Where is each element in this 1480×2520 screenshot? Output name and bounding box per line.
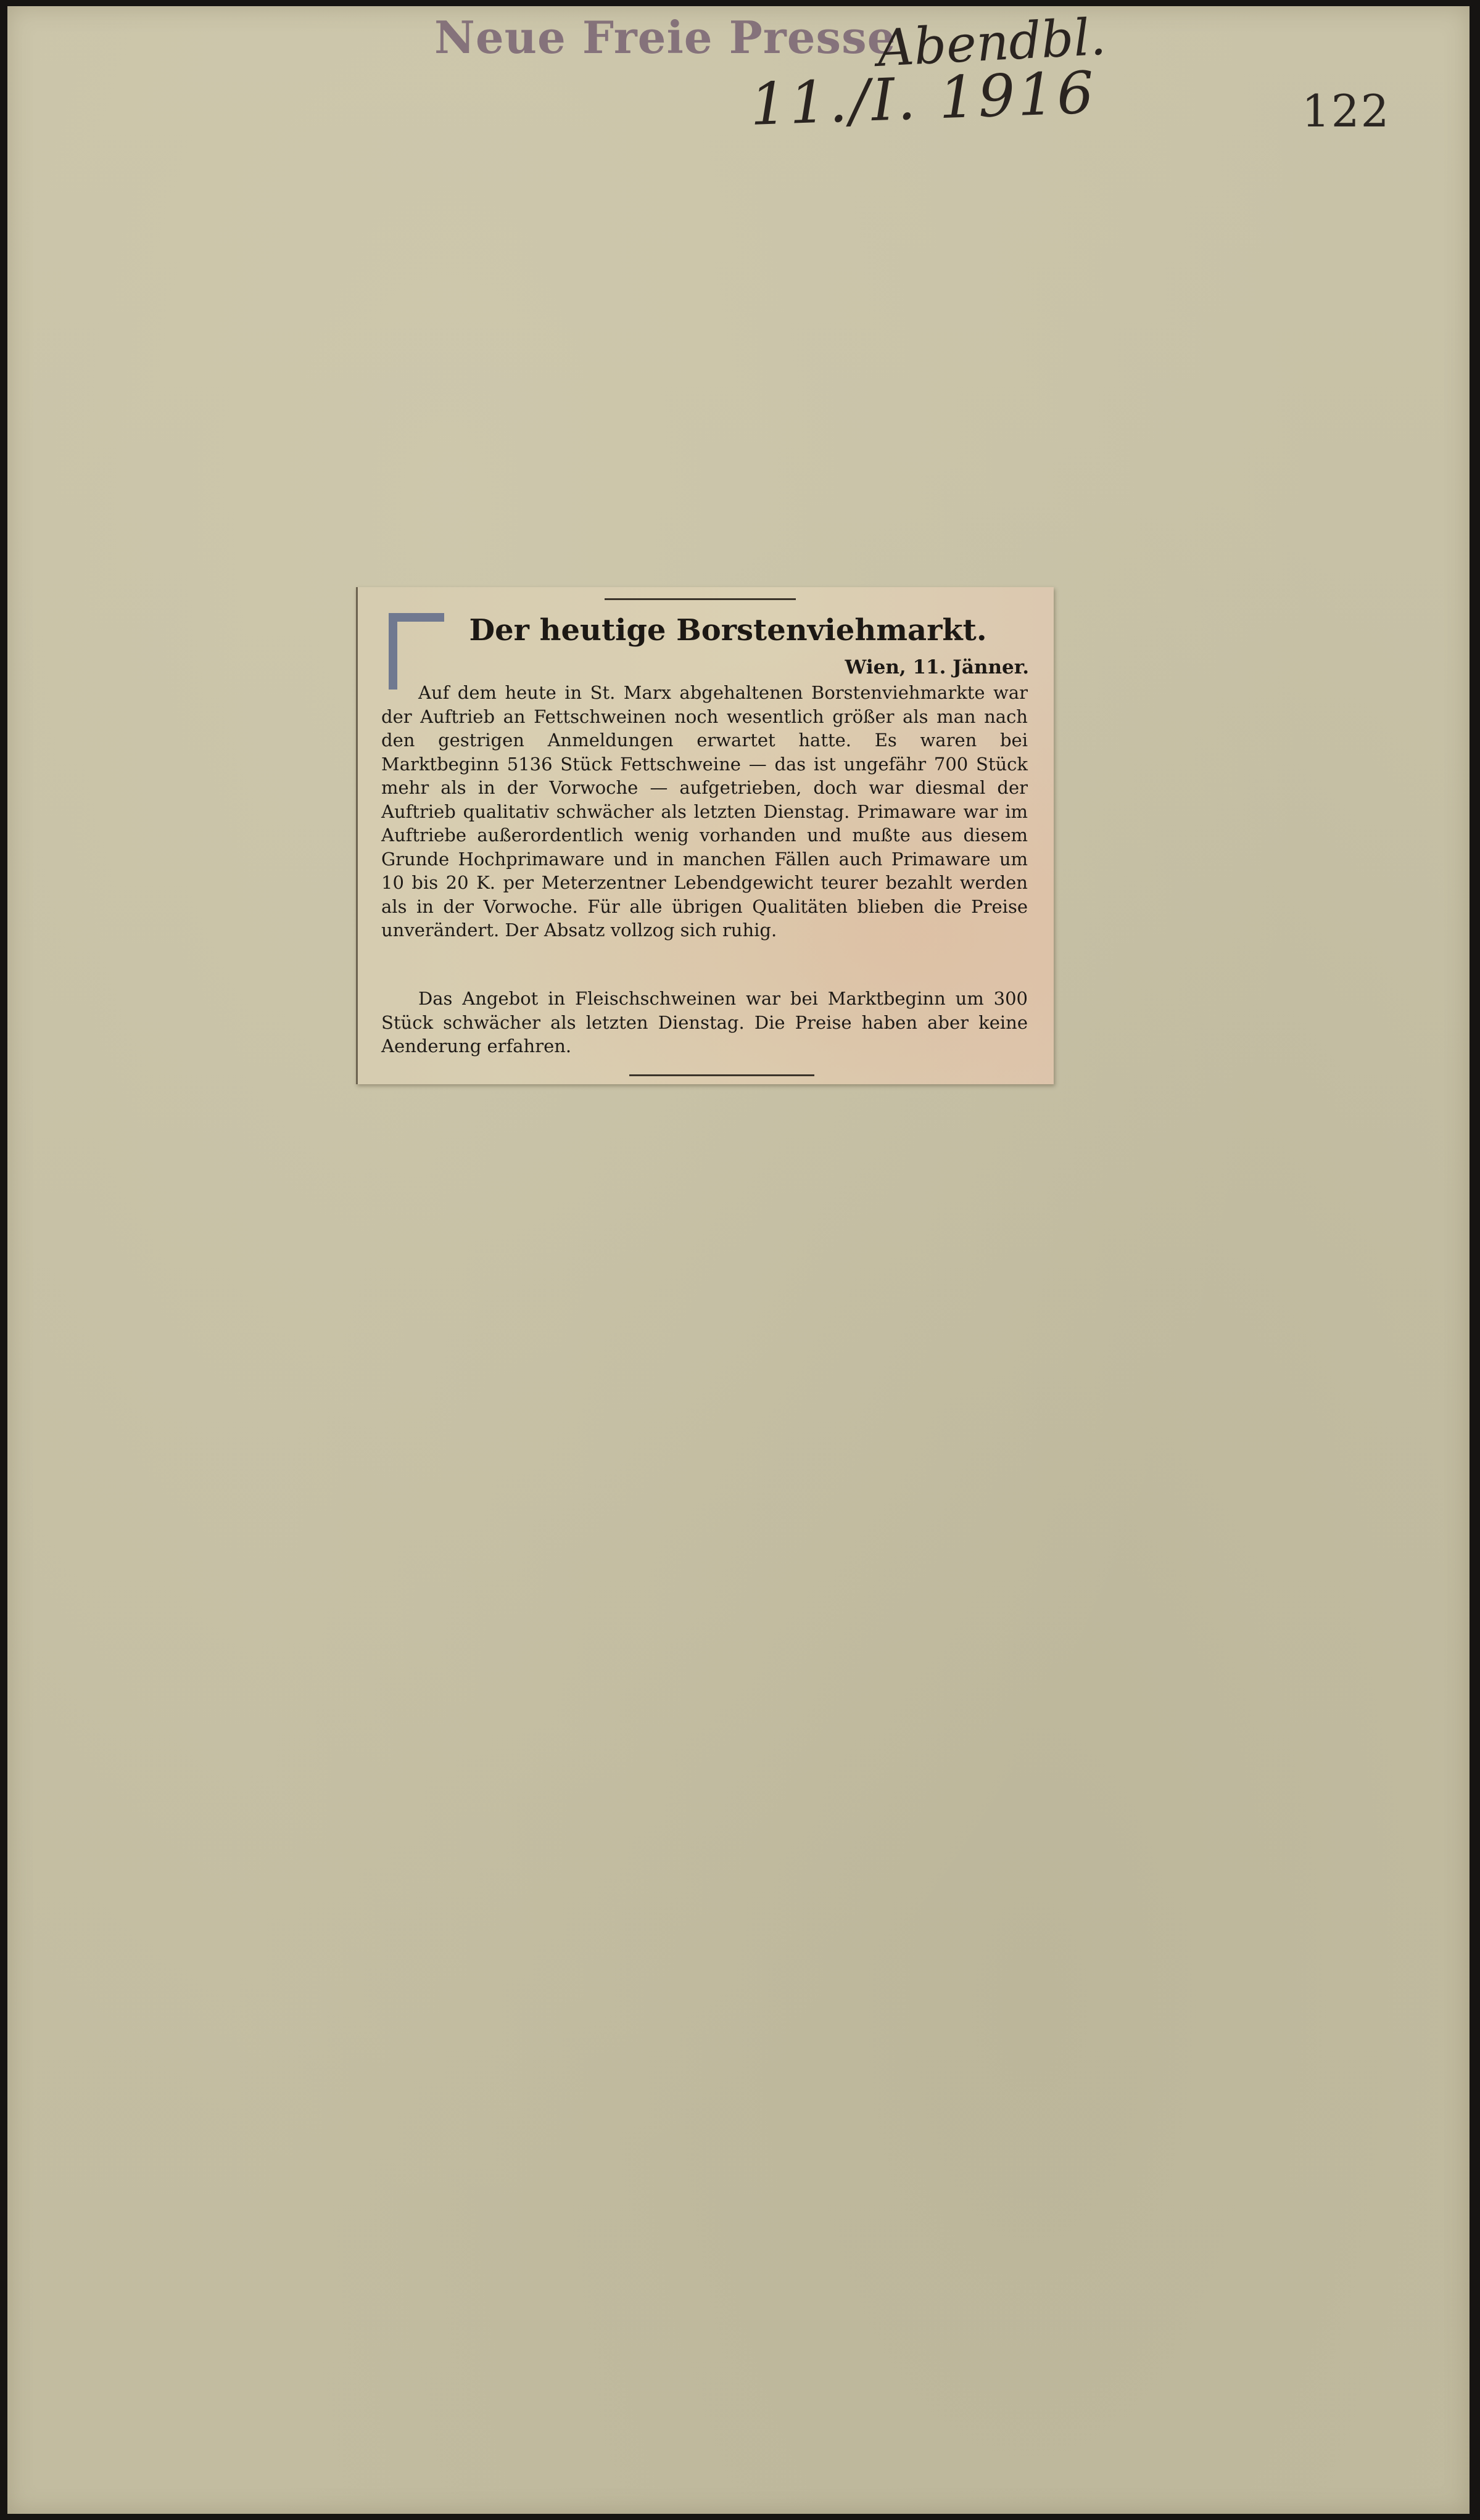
article-paragraph-1: Auf dem heute in St. Marx abgehaltenen Borstenviehmarkte war der Auftrieb an Fettschweinen noch wesentlich größer als man nach den gestrigen Anmeldungen erwartet hatte. Es waren bei Marktbeginn 5136 Stück Fettschweine — das ist ungefähr 700 Stück mehr als in der Vorwoche — aufgetrieben, doch war diesmal der Auftrieb qualitativ schwächer als letzten Dienstag. Primaware war im Auftriebe außerordentlich wenig vorhanden und mußte aus diesem Grunde Hochprimaware und in manchen Fällen auch Primaware um 10 bis 20 K. per Meterzentner Lebendgewicht teurer bezahlt werden als in der Vorwoche. Für alle übrigen Qualitäten blieben die Preise unverändert. Der Absatz vollzog sich ruhig. <box>381 682 1028 941</box>
clipping-bottom-rule <box>629 1074 814 1076</box>
page-number: 122 <box>1302 85 1391 137</box>
newspaper-name-stamp: Neue Freie Presse <box>434 11 896 64</box>
clipping-top-rule <box>605 598 796 600</box>
handwritten-date: 11./I. 1916 <box>749 59 1098 139</box>
handwritten-edition-note: Abendbl. <box>876 7 1107 78</box>
blue-pencil-corner-mark <box>389 613 444 690</box>
article-dateline: Wien, 11. Jänner. <box>845 656 1029 678</box>
article-headline: Der heutige Borstenviehmarkt. <box>469 613 987 648</box>
newspaper-clipping <box>356 587 1054 1084</box>
archive-sheet <box>7 6 1470 2514</box>
article-paragraph-2: Das Angebot in Fleischschweinen war bei Marktbeginn um 300 Stück schwächer als letzten Dienstag. Die Preise haben aber keine Aenderung erfahren. <box>381 988 1028 1056</box>
